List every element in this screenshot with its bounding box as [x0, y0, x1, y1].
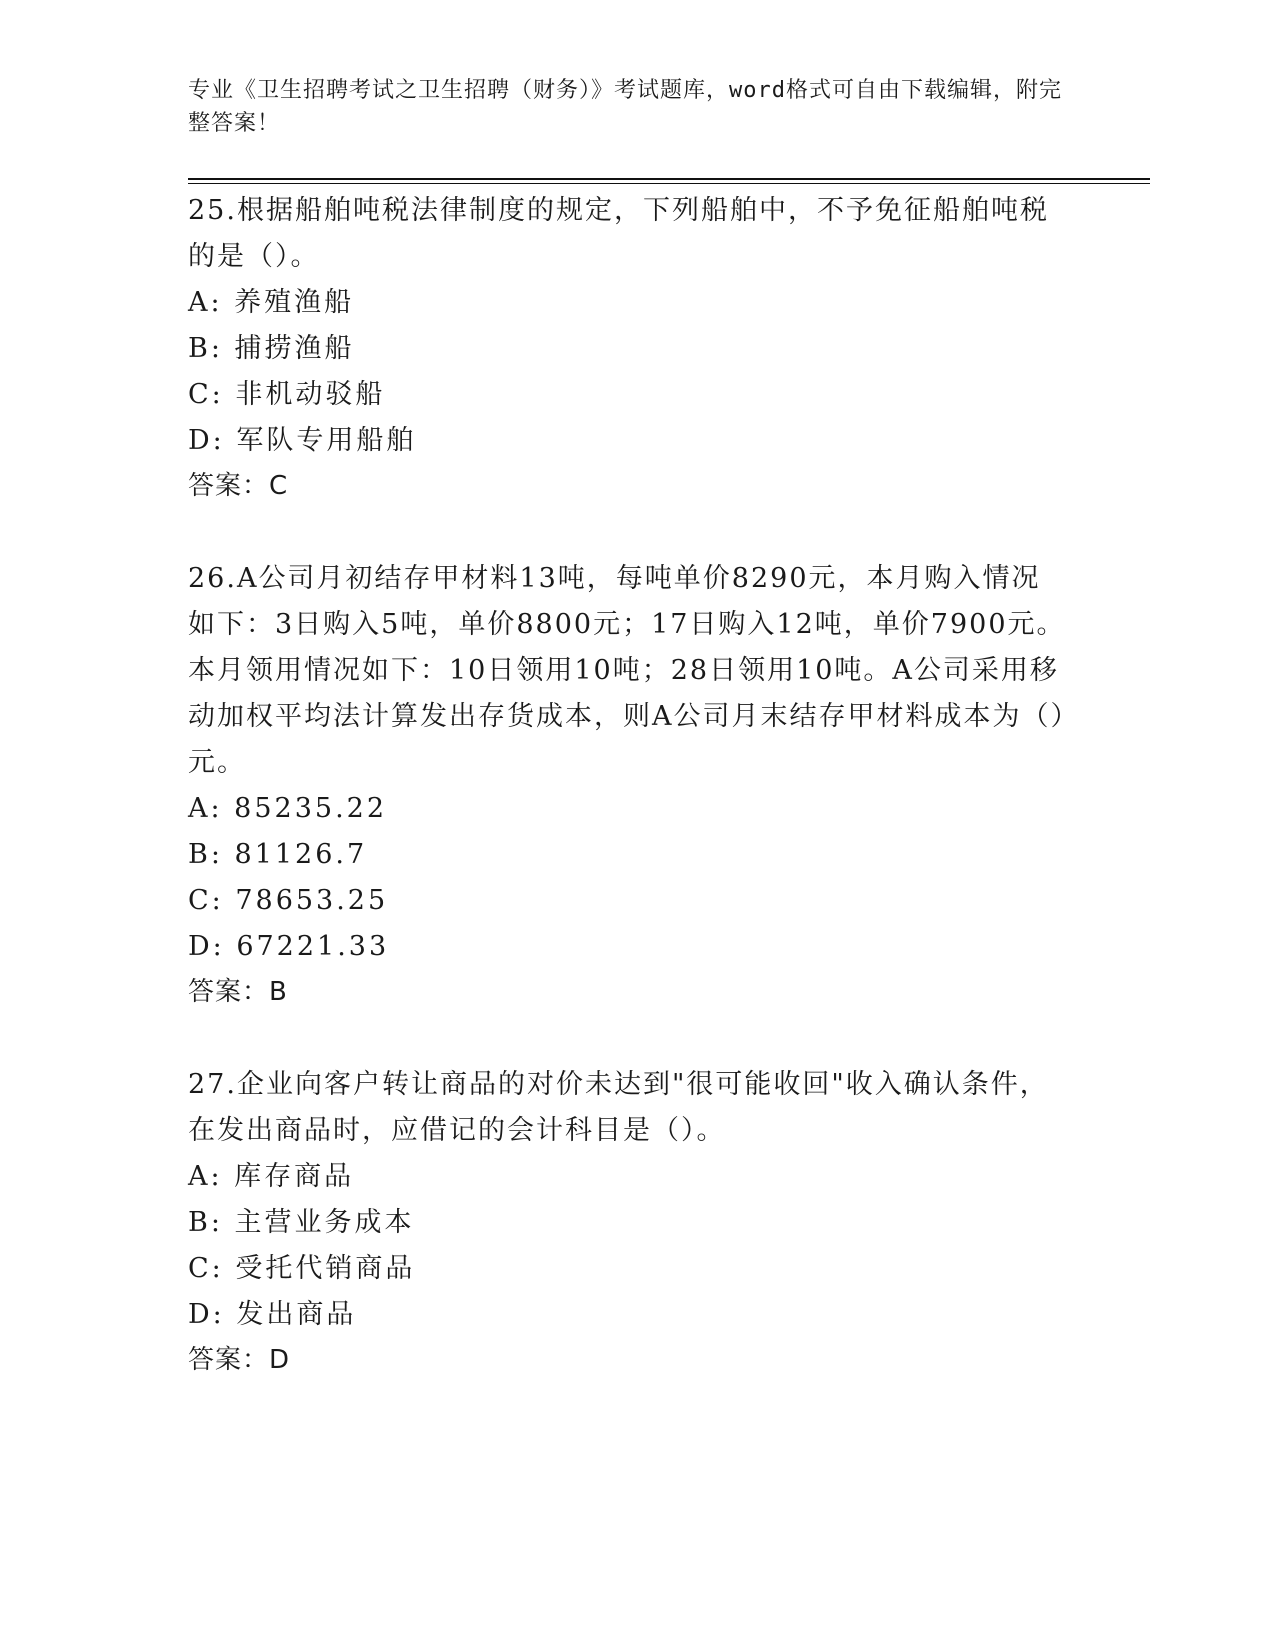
- option-a: A: 库存商品: [188, 1161, 355, 1192]
- question-list: [188, 188, 1088, 1430]
- document-intro: 专业《卫生招聘考试之卫生招聘（财务）》考试题库，word格式可自由下载编辑，附完整答案！: [188, 78, 1062, 136]
- option-b: B: 主营业务成本: [188, 1207, 415, 1238]
- option-d: D: 67221.33: [188, 931, 390, 962]
- option-c: C: 受托代销商品: [188, 1253, 416, 1284]
- answer-line: 答案：B: [188, 977, 288, 1007]
- question-25: [188, 188, 1088, 508]
- option-c: C: 78653.25: [188, 885, 389, 916]
- option-d: D: 军队专用船舶: [188, 425, 417, 456]
- question-stem: 26.A公司月初结存甲材料13吨，每吨单价8290元，本月购入情况如下：3日购入5吨，单价8800元；17日购入12吨，单价7900元。本月领用情况如下：10日领用10吨；28日领用10吨。A公司采用移动加权平均法计算发出存货成本，则A公司月末结存甲材料成本为（）元。: [188, 563, 1066, 778]
- option-b: B: 81126.7: [188, 839, 368, 870]
- answer-line: 答案：C: [188, 471, 289, 501]
- question-27: [188, 1062, 1088, 1382]
- option-d: D: 发出商品: [188, 1299, 357, 1330]
- answer-line: 答案：D: [188, 1345, 291, 1375]
- header-divider-thick: [188, 178, 1150, 180]
- header-divider-thin: [188, 183, 1150, 184]
- option-a: A: 85235.22: [188, 793, 388, 824]
- option-a: A: 养殖渔船: [188, 287, 355, 318]
- option-b: B: 捕捞渔船: [188, 333, 355, 364]
- question-stem: 27.企业向客户转让商品的对价未达到"很可能收回"收入确认条件，在发出商品时，应借记的会计科目是（）。: [188, 1069, 1049, 1146]
- option-c: C: 非机动驳船: [188, 379, 386, 410]
- question-stem: 25.根据船舶吨税法律制度的规定，下列船舶中，不予免征船舶吨税的是（）。: [188, 195, 1049, 272]
- question-26: [188, 556, 1088, 1014]
